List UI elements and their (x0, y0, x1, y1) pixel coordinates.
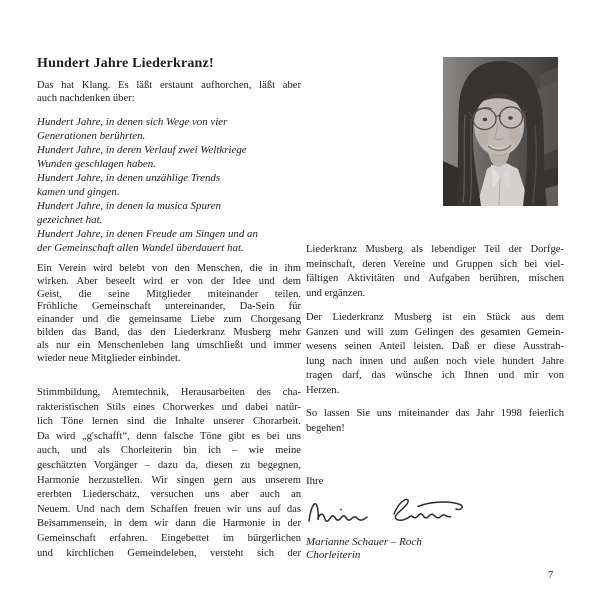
paragraph-ein-verein: Ein Verein wird belebt von den Menschen, die in ihm wirken. Aber beseelt wird er von der Idee und dem Geist, die seine Mitglieder miteinander teilen. Fröhliche Gemeinschaft untereinander, Da-Sein für einander und die gemeinsame Liebe zum Chorgesang bilden das Band, das den Liederkranz Musberg mehr als nur ein Menschenleben lang umschließt und immer wieder neue Mitglieder einbindet. (37, 263, 301, 364)
author-name: Marianne Schauer – Roch (306, 536, 422, 548)
poem-block: Hundert Jahre, in denen sich Wege von vier Generationen berührten. Hundert Jahre, in deren Verlauf zwei Weltkriege Wunden geschlagen haben. Hundert Jahre, in denen unzählige Trends kamen und gingen. Hundert Jahre, in denen la musica Spuren gezeichnet hat. Hundert Jahre, in denen Freude am Singen und an der Gemeinschaft allen Wandel überdauert hat. (37, 116, 258, 254)
page-number: 7 (548, 570, 554, 581)
paragraph-dorfgemeinschaft: Liederkranz Musberg als lebendiger Teil der Dorfge- meinschaft, deren Vereine und Gruppen sich bei viel- fältigen Aktivitäten und Aufgaben berühren, mischen und ergänzen. (306, 244, 564, 299)
intro-paragraph: Das hat Klang. Es läßt erstaunt aufhorchen, läßt aber auch nachdenken über: (37, 80, 301, 105)
signature-handwriting (306, 491, 474, 533)
paragraph-jahr-1998: So lassen Sie uns miteinander das Jahr 1998 feierlich begehen! (306, 408, 564, 434)
author-role: Chorleiterin (306, 549, 361, 561)
paragraph-stueck-aus-dem-ganzen: Der Liederkranz Musberg ist ein Stück aus dem Ganzen und will zum Gelingen des gesamten Gemein- wesens seinen Anteil leisten. Daß er diese Ausstrah- lung nach innen und außen noch viele hundert Jahre tragen darf, das wünsche ich Ihnen und mir von Herzen. (306, 312, 564, 396)
portrait-photo (443, 57, 558, 206)
page-title: Hundert Jahre Liederkranz! (37, 56, 214, 71)
portrait-photo-drawing (443, 57, 558, 206)
paragraph-stimmbildung: Stimmbildung, Atemtechnik, Herausarbeiten des cha- rakteristischen Stils eines Chorwerkes und dabei natür- lich Töne lernen sind die Inhalte unserer Chorarbeit. Da wird „g'schafft“, denn falsche Töne gibt es bei uns auch, und als Chorleiterin bin ich – wie meine geschätzten Vorgänger – dazu da, diesen zu begegnen, Harmonie herzustellen. Wir singen gern aus unserem ererbten Liederschatz, versuchen uns aber auch an Neuem. Und nach dem Schaffen freuen wir uns auf das Beisammensein, in dem wir dann die Harmonie in der Gemeinschaft erfahren. Eingebettet im bürgerlichen und kirchlichen Gemeindeleben, versteht sich der (37, 387, 301, 559)
closing-word: Ihre (306, 475, 324, 487)
